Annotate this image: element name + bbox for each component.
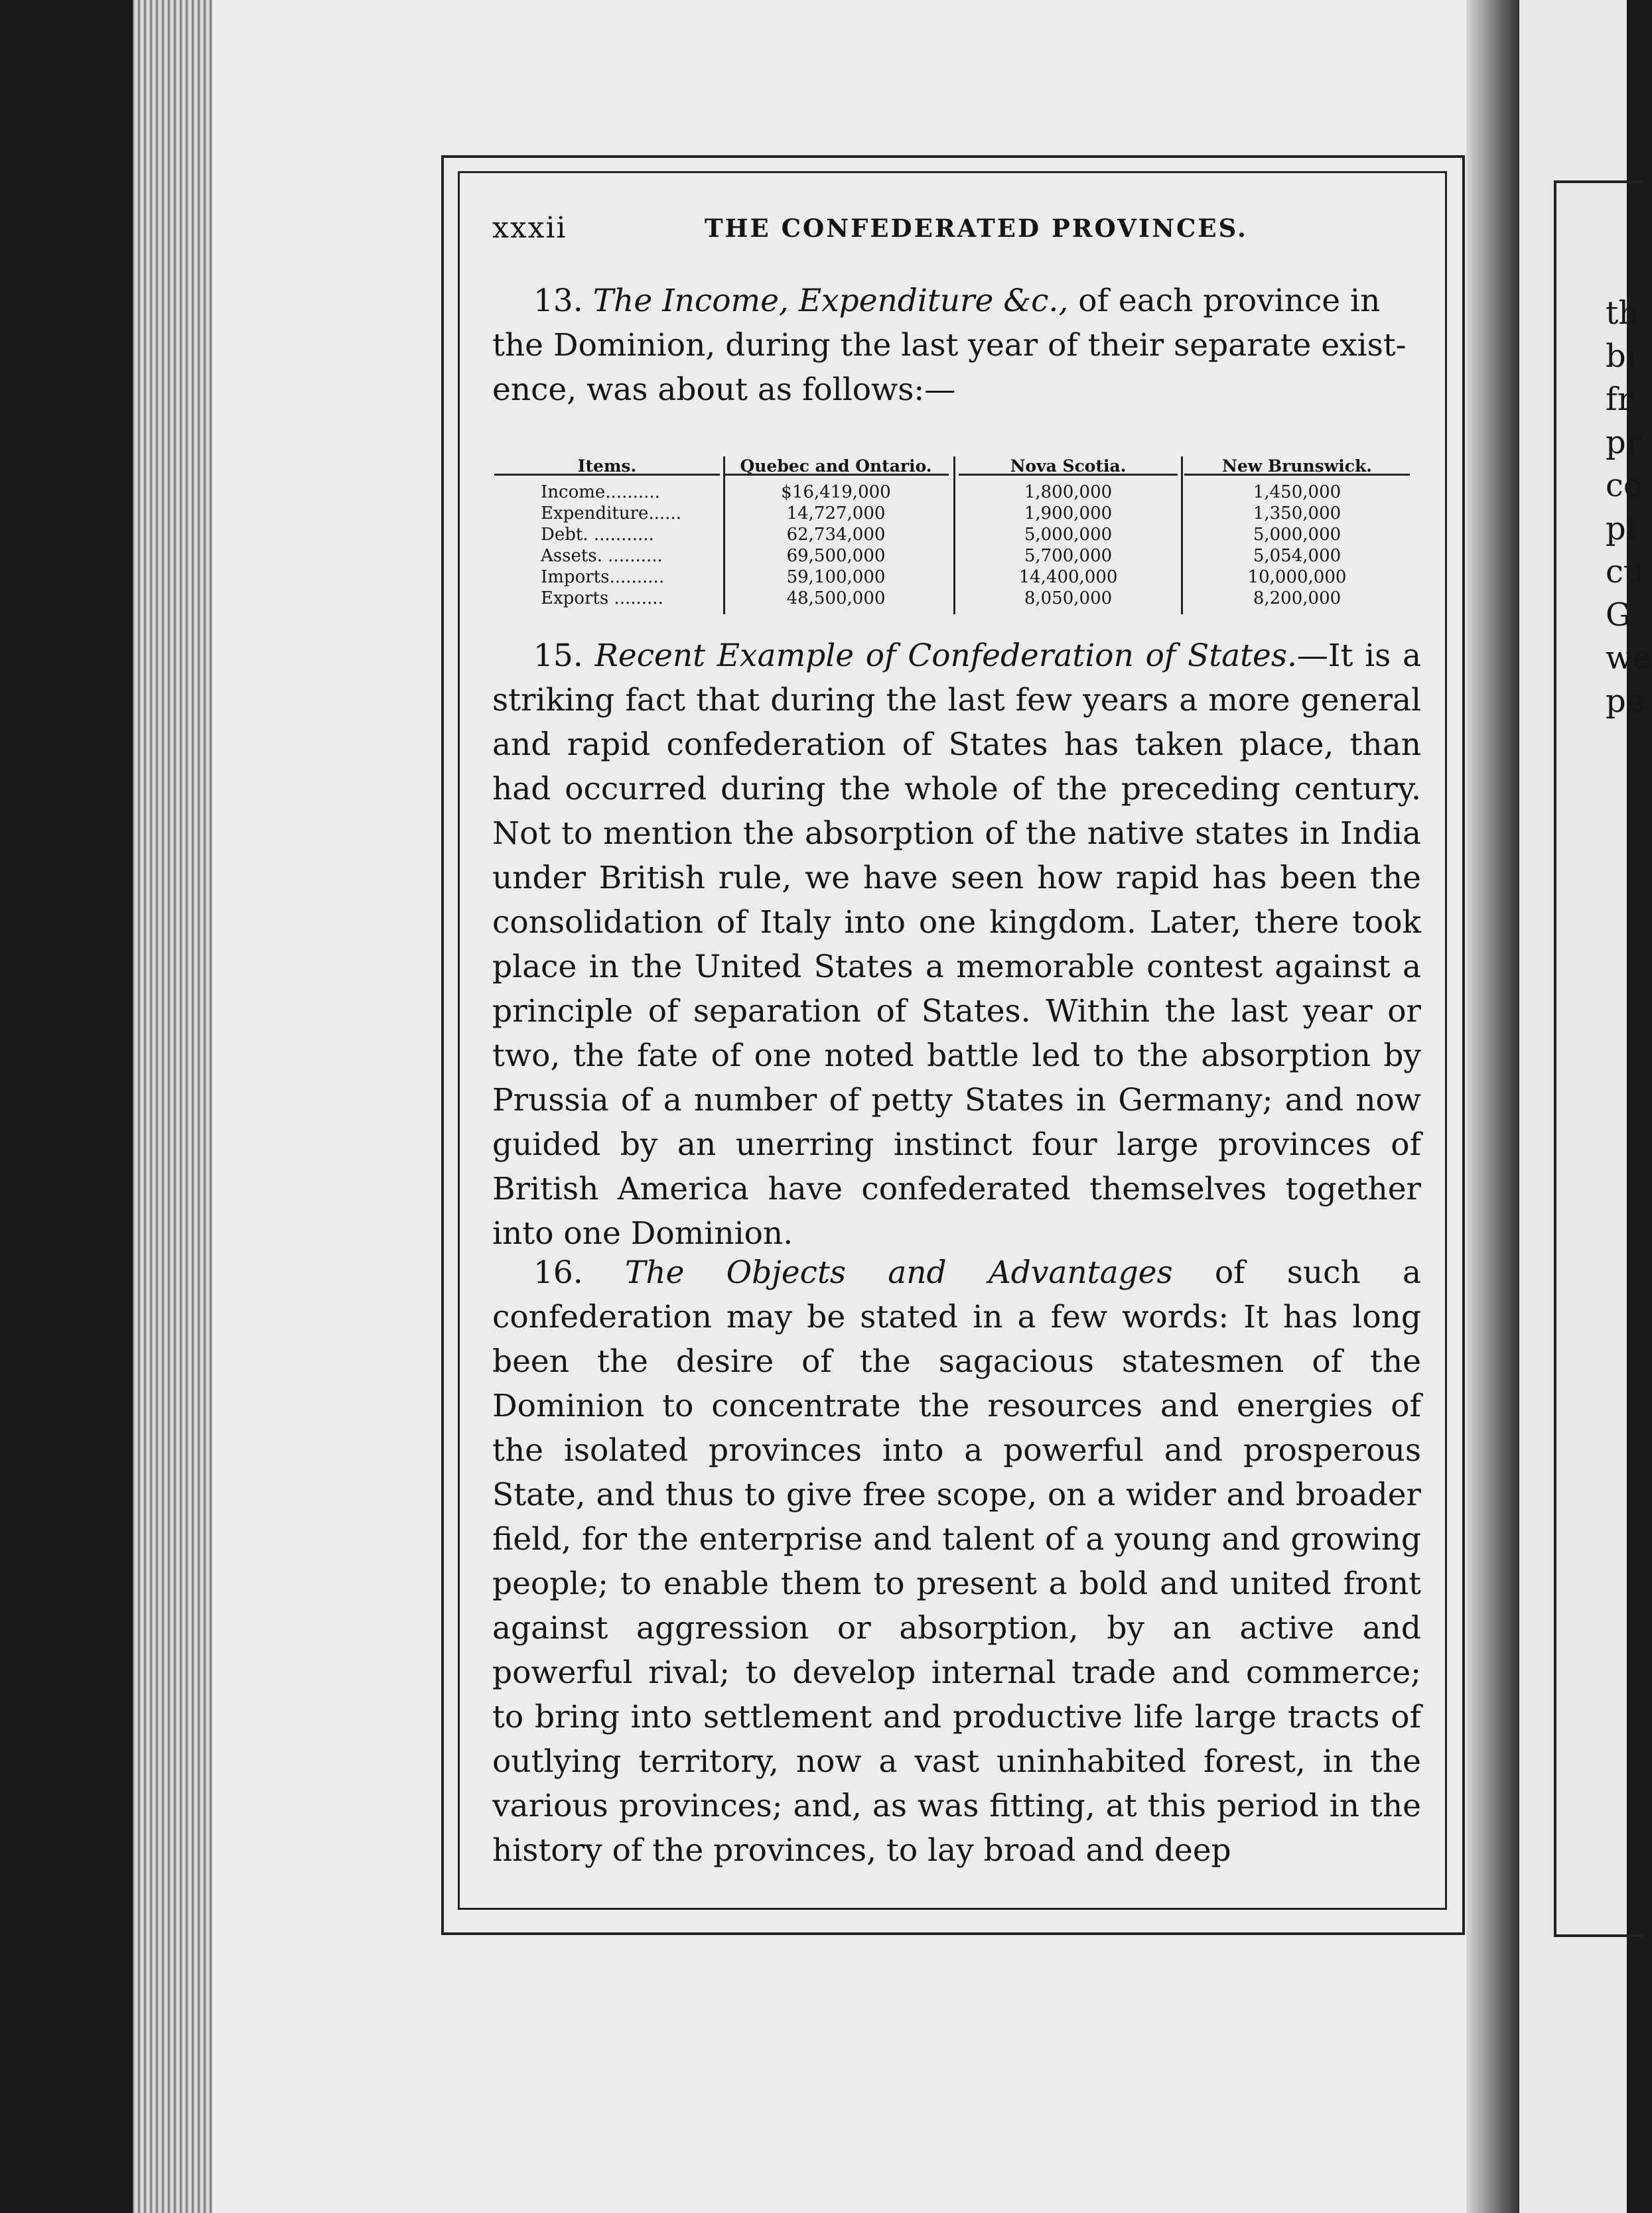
column-header: Items. bbox=[577, 456, 637, 476]
facing-page-text bbox=[1606, 292, 1652, 723]
column-header: Nova Scotia. bbox=[1010, 456, 1127, 476]
table-cell: 14,727,000 bbox=[786, 503, 886, 523]
table-column-items bbox=[494, 456, 720, 614]
column-divider bbox=[953, 456, 955, 614]
facing-word: G bbox=[1606, 596, 1631, 634]
table-column-quebec-ontario bbox=[723, 456, 949, 614]
table-cell: 14,400,000 bbox=[1018, 567, 1118, 587]
section-15 bbox=[492, 634, 1421, 1256]
table-cell: 62,734,000 bbox=[786, 525, 886, 545]
facing-word: fr bbox=[1606, 381, 1633, 418]
table-cell: Imports.......... bbox=[541, 567, 665, 587]
table-cell: Exports ......... bbox=[541, 588, 663, 608]
book-gutter bbox=[1466, 0, 1519, 2213]
facing-word: bi bbox=[1606, 338, 1637, 375]
table-cell: 10,000,000 bbox=[1247, 567, 1347, 587]
table-cell: Income.......... bbox=[541, 482, 660, 502]
section-text: ence, was about as follows:— bbox=[492, 371, 956, 408]
facing-word: co bbox=[1606, 467, 1643, 504]
table-column-nova-scotia bbox=[959, 456, 1178, 614]
section-number: 13. bbox=[533, 283, 583, 319]
section-text: the Dominion, during the last year of their separate exist- bbox=[492, 327, 1407, 364]
facing-word: pr bbox=[1606, 424, 1641, 461]
book-page-edges bbox=[133, 0, 226, 2213]
facing-page bbox=[1519, 0, 1652, 2213]
facing-word: pe bbox=[1606, 683, 1645, 720]
table-cell: 8,050,000 bbox=[1024, 588, 1113, 608]
page-number: xxxii bbox=[492, 211, 567, 245]
section-number: 15. bbox=[533, 637, 583, 674]
table-cell: 8,200,000 bbox=[1253, 588, 1342, 608]
section-title: The Income, Expenditure &c., bbox=[592, 283, 1069, 319]
column-header: New Brunswick. bbox=[1222, 456, 1372, 476]
facing-word: we bbox=[1606, 639, 1652, 677]
section-title: Recent Example of Confederation of States. bbox=[594, 637, 1297, 674]
provinces-finance-table bbox=[494, 456, 1416, 616]
table-column-new-brunswick bbox=[1184, 456, 1410, 614]
table-cell: Debt. ........... bbox=[541, 525, 654, 545]
table-cell: 1,350,000 bbox=[1253, 503, 1342, 523]
column-divider bbox=[1181, 456, 1183, 614]
running-header bbox=[492, 211, 1428, 251]
table-cell: 48,500,000 bbox=[786, 588, 886, 608]
section-text: of each province in bbox=[1068, 283, 1381, 319]
section-text: of such a confederation may be stated in a few words: It has long been the desire of the sagacious statesmen of the Dominion to concentrate the resources and energies of the isolated provinces into a powerful and prosperous State, and thus to give free scope, on a wider and broader field, for the enterprise and talent of a young and growing people; to enable them to present a bold and united front against aggression or absorption, by an active and powerful rival; to develop internal trade and commerce; to bring into settlement and productive life large tracts of outlying territory, now a vast uninhabited forest, in the various provinces; and, as was fitting, at this period in the history of the provinces, to lay broad and deep bbox=[492, 1254, 1422, 1869]
table-cell: 1,800,000 bbox=[1024, 482, 1113, 502]
table-cell: 5,054,000 bbox=[1253, 546, 1342, 566]
column-header: Quebec and Ontario. bbox=[740, 456, 932, 476]
table-cell: Assets. .......... bbox=[541, 546, 663, 566]
table-cell: 5,000,000 bbox=[1253, 525, 1342, 545]
section-16 bbox=[492, 1250, 1421, 1873]
section-13 bbox=[492, 279, 1421, 412]
facing-word: pl bbox=[1606, 510, 1637, 547]
table-cell: 59,100,000 bbox=[786, 567, 886, 587]
table-cell: Expenditure...... bbox=[541, 503, 681, 523]
section-title: The Objects and Advantages bbox=[624, 1254, 1173, 1291]
table-cell: 5,000,000 bbox=[1024, 525, 1113, 545]
section-text: —It is a striking fact that during the last few years a more general and rapid confederation of States has taken place, than had occurred during the whole of the preceding century. Not to mention the absorption of the native states in India under British rule, we have seen how rapid has been the consolidation of Italy into one kingdom. Later, there took place in the United States a memorable contest against a principle of separation of States. Within the last year or two, the fate of one noted battle led to the absorption by Prussia of a number of petty States in Germany; and now guided by an unerring instinct four large provinces of British America have confederated themselves together into one Dominion. bbox=[492, 637, 1421, 1252]
section-number: 16. bbox=[533, 1254, 583, 1291]
facing-word: cu bbox=[1606, 553, 1644, 590]
facing-word: th bbox=[1606, 295, 1639, 332]
table-cell: $16,419,000 bbox=[781, 482, 891, 502]
table-cell: 69,500,000 bbox=[786, 546, 886, 566]
table-cell: 1,900,000 bbox=[1024, 503, 1113, 523]
table-cell: 1,450,000 bbox=[1253, 482, 1342, 502]
running-title: THE CONFEDERATED PROVINCES. bbox=[705, 214, 1248, 243]
table-cell: 5,700,000 bbox=[1024, 546, 1113, 566]
